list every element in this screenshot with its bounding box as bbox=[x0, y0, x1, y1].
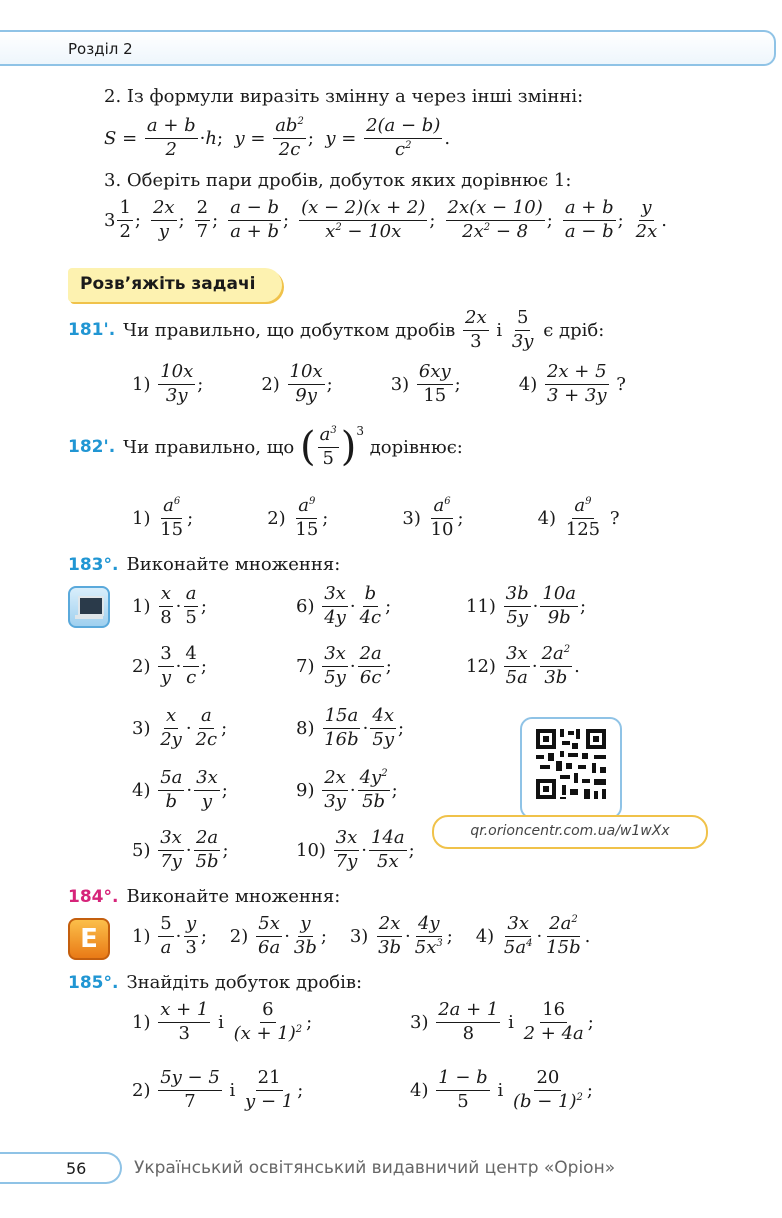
p183-2: 2) $\frac{3}{y}$ · $\frac{4}{c}$ ; bbox=[132, 643, 207, 688]
page-number-tab bbox=[0, 1152, 122, 1184]
solve-problems-banner: Розв’яжіть задачі bbox=[68, 268, 282, 302]
p183-11: 11) $\frac{3b}{5y}$ · $\frac{10a}{9b}$ ; bbox=[466, 583, 587, 628]
problem-number: 185°. bbox=[68, 972, 119, 993]
task-3-fractions: 3 $\frac{1}{2}$ ; $\frac{2x}{y}$ ; $\frac{2}{7}$ ; $\frac{a - b}{a + b}$ ; $\frac{(x - 2)(x + 2)}{x^2 - 10x}$ ; $\frac{2x(x - 10)}{2x^2 - 8}$ ; $\frac{a + b}{a - b}$ ; $\frac{y}{2x}$ . bbox=[104, 197, 668, 242]
p185-3: 3) $\frac{2a + 1}{8}$ і $\frac{16}{2 + 4a}$ ; bbox=[410, 999, 594, 1044]
task-2: 2. Із формули виразіть змінну a через інші змінні: bbox=[104, 86, 584, 107]
problem-181-options: 1) $\frac{10x}{3y}$ ; 2) $\frac{10x}{9y}$ ; 3) $\frac{6xy}{15}$ ; 4) $\frac{2x + 5}{3 + 3y}$ ? bbox=[132, 361, 626, 406]
p183-7: 7) $\frac{3x}{5y}$ · $\frac{2a}{6c}$ ; bbox=[296, 643, 392, 688]
p183-1: 1) $\frac{x}{8}$ · $\frac{a}{5}$ ; bbox=[132, 583, 207, 628]
problem-184: 184°. Виконайте множення: bbox=[68, 886, 341, 907]
problem-185: 185°. Знайдіть добуток дробів: bbox=[68, 972, 363, 993]
p183-9: 9) $\frac{2x}{3y}$ · $\frac{4y^2}{5b}$ ; bbox=[296, 767, 398, 812]
problem-number: 184°. bbox=[68, 886, 119, 907]
task-2-formulas: S = $\frac{a + b}{2}$ · h ; y = $\frac{ab^2}{2c}$ ; y = $\frac{2(a - b)}{c^2}$ . bbox=[104, 115, 451, 160]
problem-181: 181'. Чи правильно, що добутком дробів $\frac{2x}{3}$ і $\frac{5}{3y}$ є дріб: bbox=[68, 307, 605, 352]
p183-3: 3) $\frac{x}{2y}$ · $\frac{a}{2c}$ ; bbox=[132, 705, 228, 750]
computer-icon bbox=[68, 586, 110, 628]
e-badge-icon: E bbox=[68, 918, 110, 960]
qr-link[interactable]: qr.orioncentr.com.ua/w1wXx bbox=[432, 815, 708, 849]
problem-182-options: 1) $\frac{a^6}{15}$ ; 2) $\frac{a^9}{15}$ ; 3) $\frac{a^6}{10}$ ; 4) $\frac{a^9}{125}$ ? bbox=[132, 495, 620, 540]
task-3: 3. Оберіть пари дробів, добуток яких дорівнює 1: bbox=[104, 170, 572, 191]
problem-number: 182'. bbox=[68, 437, 116, 457]
page-number: 56 bbox=[66, 1159, 87, 1178]
problem-number: 181'. bbox=[68, 320, 116, 341]
p183-12: 12) $\frac{3x}{5a}$ · $\frac{2a^2}{3b}$ . bbox=[466, 643, 580, 688]
p183-10: 10) $\frac{3x}{7y}$ · $\frac{14a}{5x}$ ; bbox=[296, 827, 415, 872]
p183-5: 5) $\frac{3x}{7y}$ · $\frac{2a}{5b}$ ; bbox=[132, 827, 229, 872]
p183-6: 6) $\frac{3x}{4y}$ · $\frac{b}{4c}$ ; bbox=[296, 583, 392, 628]
p183-8: 8) $\frac{15a}{16b}$ · $\frac{4x}{5y}$ ; bbox=[296, 705, 405, 750]
problem-182: 182'. Чи правильно, що ( $\frac{a^3}{5}$ ) $^3$ дорівнює: bbox=[68, 423, 463, 470]
problem-number: 183°. bbox=[68, 554, 119, 575]
p183-4: 4) $\frac{5a}{b}$ · $\frac{3x}{y}$ ; bbox=[132, 767, 228, 812]
p185-2: 2) $\frac{5y - 5}{7}$ і $\frac{21}{y - 1}$ ; bbox=[132, 1067, 304, 1112]
p185-4: 4) $\frac{1 - b}{5}$ і $\frac{20}{(b - 1)^2}$ ; bbox=[410, 1067, 593, 1112]
problem-183: 183°. Виконайте множення: bbox=[68, 554, 341, 575]
publisher: Український освітянський видавничий центр «Оріон» bbox=[134, 1158, 616, 1178]
problem-184-items: 1) $\frac{5}{a}$ · $\frac{y}{3}$ ; 2) $\frac{5x}{6a}$ · $\frac{y}{3b}$ ; 3) $\frac{2x}{3b}$ · $\frac{4y}{5x^3}$ ; 4) $\frac{3x}{5a^4}$ · $\frac{2a^2}{15b}$ . bbox=[132, 913, 591, 958]
section-title: Розділ 2 bbox=[68, 40, 133, 58]
qr-code[interactable] bbox=[520, 717, 622, 819]
page-header bbox=[0, 30, 776, 66]
p185-1: 1) $\frac{x + 1}{3}$ і $\frac{6}{(x + 1)^2}$ ; bbox=[132, 999, 313, 1044]
